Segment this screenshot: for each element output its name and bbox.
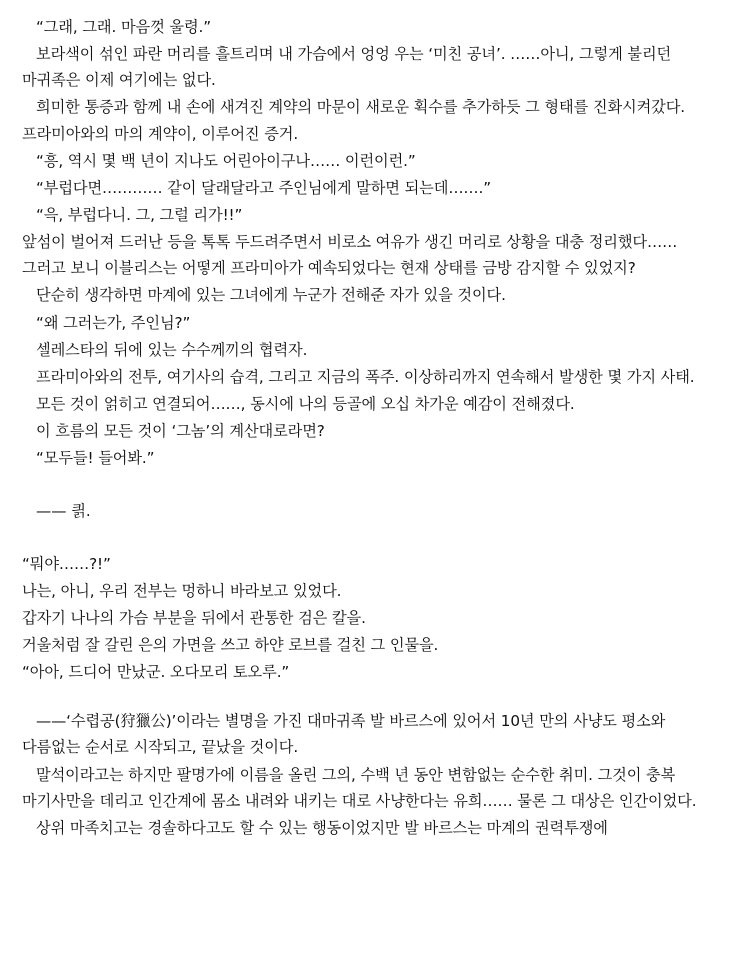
paragraph: 앞섬이 벌어져 드러난 등을 톡톡 두드려주면서 비로소 여유가 생긴 머리로 상황을 대충 정리했다…… 그러고 보니 이블리스는 어떻게 프라미아가 예속되었다는 현재 상태를 금방 감지할 수 있었지?	[22, 233, 678, 278]
paragraph: “모두들! 들어봐.”	[36, 449, 155, 468]
paragraph: 프라미아와의 전투, 여기사의 습격, 그리고 지금의 폭주. 이상하리까지 연속해서 발생한 몇 가지 사태.	[36, 367, 695, 386]
paragraph: “뭐야……?!”	[22, 554, 111, 573]
paragraph: 말석이라고는 하지만 팔명가에 이름을 올린 그의, 수백 년 동안 변함없는 순수한 취미. 그것이 충복 마기사만을 데리고 인간계에 몸소 내려와 내키는 대로 사냥한다는 유희…… 물론 그 대상은 인간이었다.	[22, 765, 697, 810]
paragraph: 보라색이 섞인 파란 머리를 흘트리며 내 가슴에서 엉엉 우는 ‘미친 공녀’. ……아니, 그렇게 불리던 마귀족은 이제 여기에는 없다.	[22, 45, 672, 90]
text-body	[22, 14, 714, 841]
paragraph: 거울처럼 잘 갈린 은의 가면을 쓰고 하얀 로브를 걸친 그 인물을.	[22, 635, 439, 654]
paragraph: 나는, 아니, 우리 전부는 멍하니 바라보고 있었다.	[22, 581, 342, 600]
paragraph: “왜 그러는가, 주인님?”	[36, 313, 191, 332]
paragraph-spacer	[22, 686, 714, 708]
paragraph: 이 흐름의 모든 것이 ‘그놈’의 계산대로라면?	[36, 422, 325, 441]
paragraph: “윽, 부럽다니. 그, 그럴 리가!!”	[36, 205, 243, 224]
paragraph: 단순히 생각하면 마계에 있는 그녀에게 누군가 전해준 자가 있을 것이다.	[36, 286, 506, 305]
paragraph: 희미한 통증과 함께 내 손에 새겨진 계약의 마문이 새로운 획수를 추가하듯 그 형태를 진화시켜갔다. 프라미아와의 마의 계약이, 이루어진 증거.	[22, 98, 686, 143]
paragraph-spacer	[22, 472, 714, 498]
paragraph: 모든 것이 얽히고 연결되어……, 동시에 나의 등골에 오십 차가운 예감이 전해졌다.	[36, 394, 575, 413]
paragraph: 상위 마족치고는 경솔하다고도 할 수 있는 행동이었지만 발 바르스는 마계의 권력투쟁에	[36, 818, 608, 837]
paragraph-spacer	[22, 525, 714, 551]
paragraph: “아아, 드디어 만났군. 오다모리 토오루.”	[22, 663, 290, 682]
paragraph: “그래, 그래. 마음껏 울령.”	[36, 18, 212, 36]
paragraph: “흥, 역시 몇 백 년이 지나도 어린아이구나…… 이런이런.”	[36, 151, 416, 170]
paragraph: “부럽다면………… 같이 달래달라고 주인님에게 말하면 되는데…….”	[36, 178, 491, 197]
paragraph: ——‘수렵공(狩獵公)’이라는 별명을 가진 대마귀족 발 바르스에 있어서 10년 만의 사냥도 평소와 다름없는 순서로 시작되고, 끝났을 것이다.	[22, 712, 666, 757]
paragraph: 셀레스타의 뒤에 있는 수수께끼의 협력자.	[36, 340, 308, 359]
paragraph: 갑자기 나나의 가슴 부분을 뒤에서 관통한 검은 칼을.	[22, 608, 366, 627]
scene-break-line: —— 킑.	[36, 502, 91, 521]
